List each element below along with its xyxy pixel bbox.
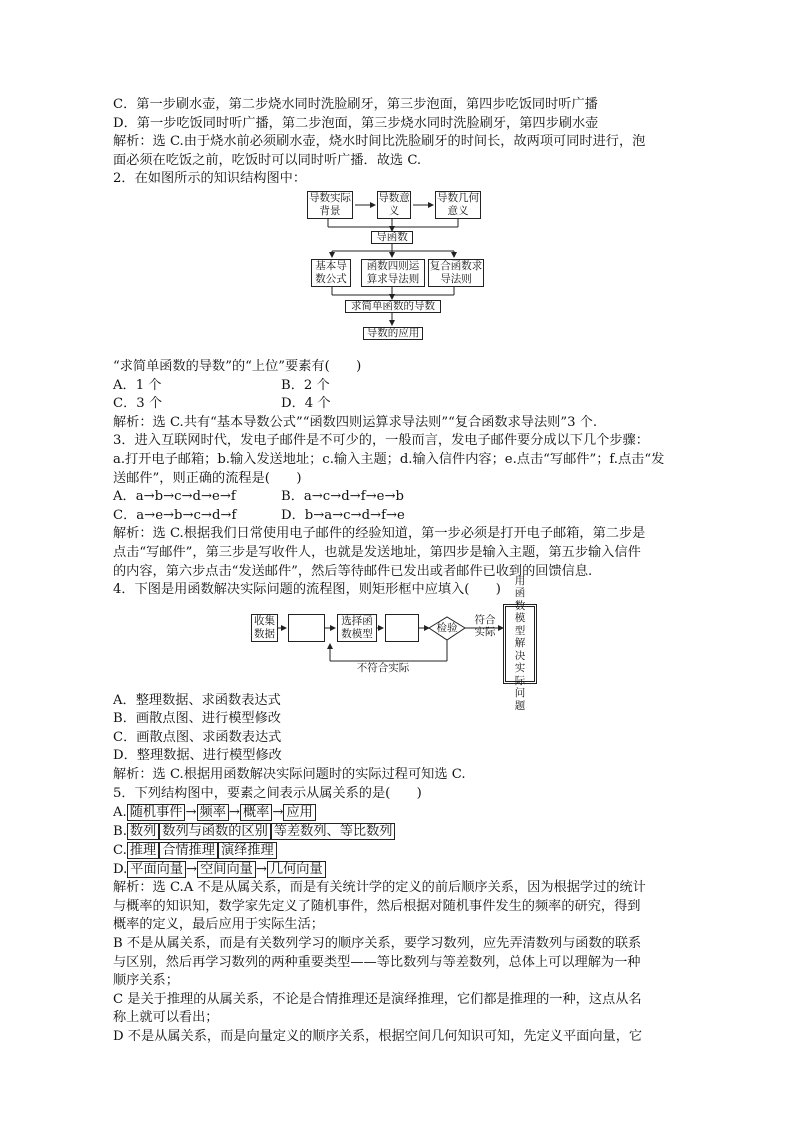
q3-option-a: A．a→b→c→d→e→f: [113, 489, 236, 505]
box-collect-data: 收集数据: [251, 614, 278, 642]
box-choose-model: 选择函数模型: [337, 614, 377, 642]
q2-stem: 2．在如图所示的知识结构图中：: [113, 171, 307, 187]
q3-option-d: D．b→a→c→d→f→e: [281, 507, 405, 523]
box-simple-derivative: 求简单函数的导数: [345, 300, 441, 313]
q2-option-a: A．1 个: [113, 377, 162, 393]
q1-option-d: D．第一步吃饭同时听广播，第二步泡面，第三步烧水同时洗脸刷牙，第四步刷水壶: [113, 115, 599, 131]
q5-option-d: D. 平面向量 → 空间向量 → 几何向量: [113, 860, 683, 879]
label-check: 检验: [436, 621, 458, 634]
box-derivative-background: 导数实际背景: [309, 192, 351, 217]
q4-option-b: B．画散点图、进行模型修改: [113, 711, 281, 727]
q2-option-d: D．4 个: [281, 396, 331, 412]
q5-option-c: [113, 841, 683, 860]
q4-option-d: D．整理数据、进行模型修改: [113, 748, 282, 764]
document-page: [113, 96, 683, 1047]
q5-option-a: A. 随机事件 → 频率 → 概率 → 应用: [113, 803, 683, 822]
box-derivative-meaning: 导数意义: [378, 192, 410, 217]
q5-option-b: [113, 822, 683, 841]
q2-options-row: [113, 377, 683, 396]
q3-analysis-line: 点击“写邮件”，第三步是写收件人，也就是发送地址，第四步是输入主题，第五步输入信件: [113, 544, 641, 560]
q5-analysis-line: 概率的定义，最后应用于实际生活；: [113, 917, 324, 933]
label-not-fit-reality: 不符合实际: [356, 661, 410, 674]
q5-analysis-line: C 是关于推理的从属关系，不论是合情推理还是演绎推理，它们都是推理的一种，这点从名: [113, 991, 642, 1007]
q2-options-row: [113, 395, 683, 414]
b-box-3: 等差数列、等比数列: [271, 823, 396, 840]
label-fit-reality: 符合实际: [474, 613, 496, 639]
q5-stem: 5．下列结构图中，要素之间表示从属关系的是( ): [113, 785, 422, 801]
d-box-1: 平面向量: [127, 861, 186, 878]
a-box-2: 频率: [197, 804, 229, 821]
d-box-2: 空间向量: [197, 861, 256, 878]
q5-analysis-line: 与概率的知识知，数学家先定义了随机事件，然后根据对随机事件发生的频率的研究，得到: [113, 898, 641, 914]
q4-option-c: C．画散点图、求函数表达式: [113, 729, 282, 745]
q3-analysis-line: 的内容，第六步点击“发送邮件”，然后等待邮件已发出或者邮件已收到的回馈信息.: [113, 563, 593, 579]
q5-analysis-line: 顺序关系；: [113, 973, 179, 989]
c-box-1: 推理: [127, 842, 159, 859]
q3-stem-line: 3．进入互联网时代，发电子邮件是不可少的，一般而言，发电子邮件要分成以下几个步骤：: [113, 433, 649, 449]
box-composite-rules: 复合函数求导法则: [429, 260, 483, 285]
blank-box-2: [385, 614, 419, 642]
q3-analysis-line: 解析：选 C.根据我们日常使用电子邮件的经验知道，第一步必须是打开电子邮箱，第二步是: [113, 526, 646, 542]
option-a-prefix: A.: [113, 805, 127, 821]
q2-option-c: C．3 个: [113, 396, 163, 412]
q4-option-a: A．整理数据、求函数表达式: [113, 692, 281, 708]
q5-analysis-line: 解析：选 C.A 不是从属关系，而是有关统计学的定义的前后顺序关系，因为根据学过的统计: [113, 880, 646, 896]
q3-option-c: C．a→e→b→c→d→f: [113, 507, 237, 523]
box-derivative-application: 导数的应用: [363, 327, 423, 340]
b-box-2: 数列与函数的区别: [159, 823, 271, 840]
option-b-prefix: B.: [113, 824, 127, 840]
q4-analysis: 解析：选 C.根据用函数解决实际问题时的实际过程可知选 C.: [113, 767, 466, 783]
c-box-2: 合情推理: [159, 842, 218, 859]
knowledge-structure-diagram: [113, 191, 683, 356]
q3-stem-line: 送邮件”，则正确的流程是( ): [113, 470, 302, 486]
q3-stem-line: a.打开电子邮箱；b.输入发送地址；c.输入主题；d.输入信件内容；e.点击“写邮件”；f.点击“发: [113, 451, 665, 467]
q3-option-b: B．a→c→d→f→e→b: [281, 489, 404, 505]
q5-analysis-line: B 不是从属关系，而是有关数列学习的顺序关系，要学习数列，应先弄清数列与函数的联系: [113, 936, 642, 952]
q3-options-row: [113, 507, 683, 526]
option-c-prefix: C.: [113, 843, 127, 859]
q2-analysis: 解析：选 C.共有“基本导数公式”“函数四则运算求导法则”“复合函数求导法则”3 个.: [113, 414, 598, 430]
box-derivative-function: 导函数: [371, 231, 413, 244]
q2-question: “求简单函数的导数”的“上位”要素有( ): [113, 358, 362, 374]
d-box-3: 几何向量: [267, 861, 326, 878]
q5-analysis-line: 与区别，然后再学习数列的两种重要类型——等比数列与等差数列，总体上可以理解为一种: [113, 954, 641, 970]
q1-analysis-line: 面必须在吃饭之前，吃饭时可以同时听广播．故选 C.: [113, 152, 422, 168]
b-box-1: 数列: [127, 823, 159, 840]
q5-analysis-line: D 不是从属关系，而是向量定义的顺序关系，根据空间几何知识可知，先定义平面向量，它: [113, 1029, 643, 1044]
a-box-3: 概率: [240, 804, 272, 821]
q1-analysis-line: 解析：选 C.由于烧水前必须刷水壶，烧水时间比洗脸刷牙的时间长，故两项可同时进行，泡: [113, 134, 646, 150]
q2-option-b: B．2 个: [281, 377, 330, 393]
box-arithmetic-rules: 函数四则运算求导法则: [361, 259, 425, 287]
c-box-3: 演绎推理: [218, 842, 277, 859]
box-derivative-geometry: 导数几何意义: [437, 192, 479, 217]
q3-options-row: [113, 488, 683, 507]
blank-box-1: [288, 614, 325, 642]
a-box-4: 应用: [283, 804, 315, 821]
box-basic-formulas: 基本导数公式: [311, 259, 351, 287]
q4-stem: 4．下图是用函数解决实际问题的流程图，则矩形框中应填入( ): [113, 582, 501, 598]
q5-analysis-line: 称上就可以看出；: [113, 1010, 219, 1026]
q1-option-c: C．第一步刷水壶，第二步烧水同时洗脸刷牙，第三步泡面，第四步吃饭同时听广播: [113, 97, 598, 112]
a-box-1: 随机事件: [127, 804, 186, 821]
option-d-prefix: D.: [113, 862, 128, 878]
box-use-model: 用函数模型解决实际问题: [505, 606, 535, 682]
